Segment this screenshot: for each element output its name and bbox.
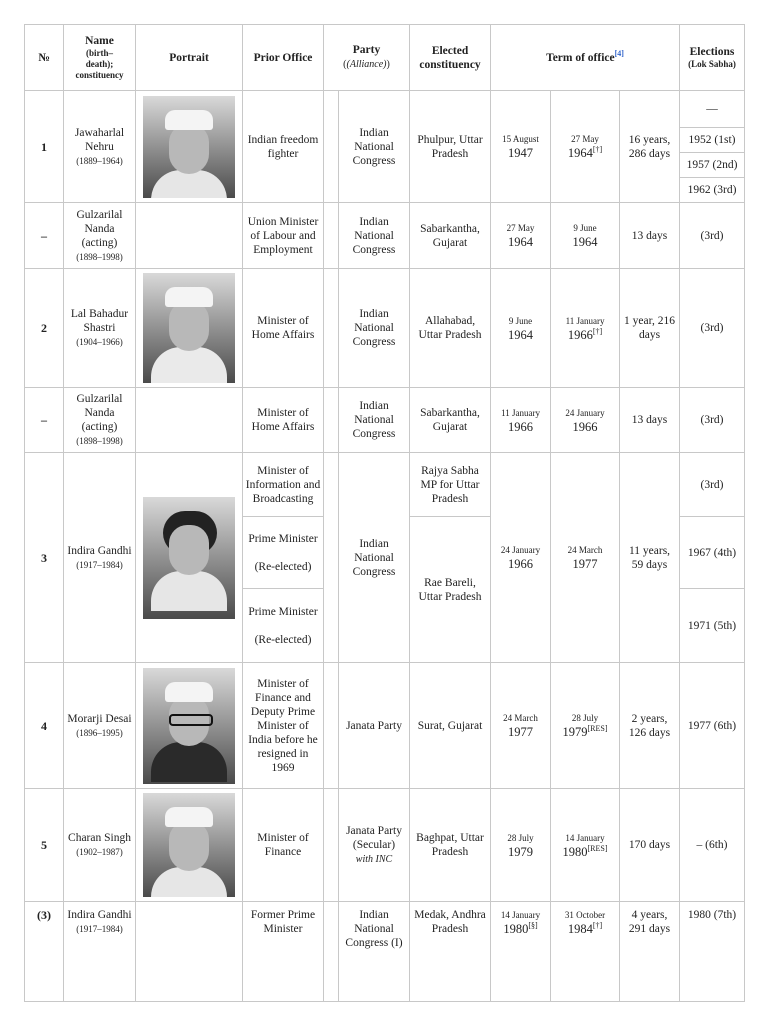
elections-list: — 1952 (1st) 1957 (2nd) 1962 (3rd) (680, 91, 744, 202)
table-row: (3) Indira Gandhi (1917–1984) Former Prime Minister Indian National Congress (I) Medak, Andhra Pradesh 14 January 1980[§] 31 October 1984[†] 4 years, 291 days 1980 (7th) (25, 902, 745, 1002)
term-ref-link[interactable]: [4] (614, 48, 624, 58)
pm-name[interactable]: Gulzarilal Nanda (acting) (76, 393, 123, 433)
portrait-nehru[interactable] (143, 96, 235, 198)
table-row: 5 Charan Singh (1902–1987) Minister of Finance Janata Party (Secular) with INC Baghpat, Uttar Pradesh 28 July 1979 14 January 1980[RES] 170 days – (6th) (25, 789, 745, 902)
header-name: Name (birth– death); constituency (64, 25, 136, 91)
portrait-desai[interactable] (143, 668, 235, 784)
party-cell: Indian National Congress (339, 91, 410, 203)
header-elections: Elections (Lok Sabha) (680, 25, 745, 91)
pm-name[interactable]: Lal Bahadur Shastri (70, 308, 129, 334)
header-term: Term of office[4] (491, 25, 680, 91)
pm-name[interactable]: Charan Singh (68, 832, 131, 844)
table-row: 1 Jawaharlal Nehru (1889–1964) Indian freedom fighter Indian National Congress Phulpur, Uttar Pradesh 15 August 1947 27 May 1964[†] 16 years, 286 days — 1952 (1st) 1957 (2nd) 1962 (3rd) (25, 91, 745, 203)
table-row: 2 Lal Bahadur Shastri (1904–1966) Minister of Home Affairs Indian National Congress Allahabad, Uttar Pradesh 9 June 1964 11 January 1966[†] 1 year, 216 days (3rd) (25, 269, 745, 388)
header-row (25, 25, 745, 91)
header-party: Party ((Alliance)) (324, 25, 410, 91)
portrait-shastri[interactable] (143, 273, 235, 383)
prime-ministers-table: № Name (birth– death); constituency Portrait Prior Office Party ((Alliance)) Elected constituency Term of office[4] Elections (Lok Sabha) 1 Jawaharlal Nehru (1889–1964) Indian freedom fighter Indian National Congress Phulpur, Uttar Pradesh 15 August 1947 27 May 1964[†] 16 years, 286 days — 1952 (1st) 1957 (2nd) 1962 (3rd) – Gulzarilal Nanda (acting) (1898–1998) Union Minister of Labour and Employment Indian National Congress Sabarkantha, Gujarat 27 May 1964 9 June 1964 13 days (3rd) 2 Lal Bahadur Shastri (1904–1966) Minister of Home Affairs Indian National Congress Allahabad, Uttar Pradesh 9 June 1964 11 January 1966[†] 1 year, 216 days (3rd) – Gulzarilal Nanda (acting) (1898–1998) Minister of Home Affairs Indian National Congress Sabarkantha, Gujarat 11 January 1966 24 January 1966 13 days (3rd) 3 Indira Gandhi (1917–1984) Minister of Information and Broadcasting Indian National Congress Rajya Sabha MP for Uttar Pradesh 24 January 1966 24 March 1977 11 years, 59 days (3rd) Prime Minister (Re-elected) Rae Bareli, Uttar Pradesh 1967 (4th) Prime Minister (Re-elected) 1971 (5th) 4 Morarji Desai (1896–1995) Minister of Finance and Deputy Prime Minister of India before he resigned in 1969 Janata Party Surat, Gujarat 24 March 1977 28 July 1979[RES] 2 years, 126 days 1977 (6th) 5 Charan Singh (1902–1987) Minister of Finance Janata Party (Secular) with INC Baghpat, Uttar Pradesh 28 July 1979 14 January 1980[RES] 170 days – (6th) (3) Indira Gandhi (1917–1984) Former Prime Minister Indian National Congress (I) Medak, Andhra Pradesh 14 January 1980[§] 31 October 1984[†] 4 years, 291 days 1980 (7th) (24, 24, 745, 1002)
table-row: 4 Morarji Desai (1896–1995) Minister of Finance and Deputy Prime Minister of India before he resigned in 1969 Janata Party Surat, Gujarat 24 March 1977 28 July 1979[RES] 2 years, 126 days 1977 (6th) (25, 663, 745, 789)
table-row: 3 Indira Gandhi (1917–1984) Minister of Information and Broadcasting Indian National Congress Rajya Sabha MP for Uttar Pradesh 24 January 1966 24 March 1977 11 years, 59 days (3rd) (25, 453, 745, 517)
portrait-indira[interactable] (143, 497, 235, 619)
header-portrait: Portrait (136, 25, 243, 91)
pm-name[interactable]: Jawaharlal Nehru (74, 126, 125, 153)
table-row: – Gulzarilal Nanda (acting) (1898–1998) Minister of Home Affairs Indian National Congress Sabarkantha, Gujarat 11 January 1966 24 January 1966 13 days (3rd) (25, 388, 745, 453)
portrait-charan-singh[interactable] (143, 793, 235, 897)
header-elected: Elected constituency (410, 25, 491, 91)
pm-name[interactable]: Indira Gandhi (67, 909, 132, 921)
table-row: – Gulzarilal Nanda (acting) (1898–1998) Union Minister of Labour and Employment Indian National Congress Sabarkantha, Gujarat 27 May 1964 9 June 1964 13 days (3rd) (25, 203, 745, 269)
header-prior-office: Prior Office (243, 25, 324, 91)
pm-name[interactable]: Morarji Desai (67, 712, 132, 725)
pm-name[interactable]: Gulzarilal Nanda (acting) (76, 208, 123, 249)
pm-name[interactable]: Indira Gandhi (67, 544, 132, 557)
header-num: № (25, 25, 64, 91)
